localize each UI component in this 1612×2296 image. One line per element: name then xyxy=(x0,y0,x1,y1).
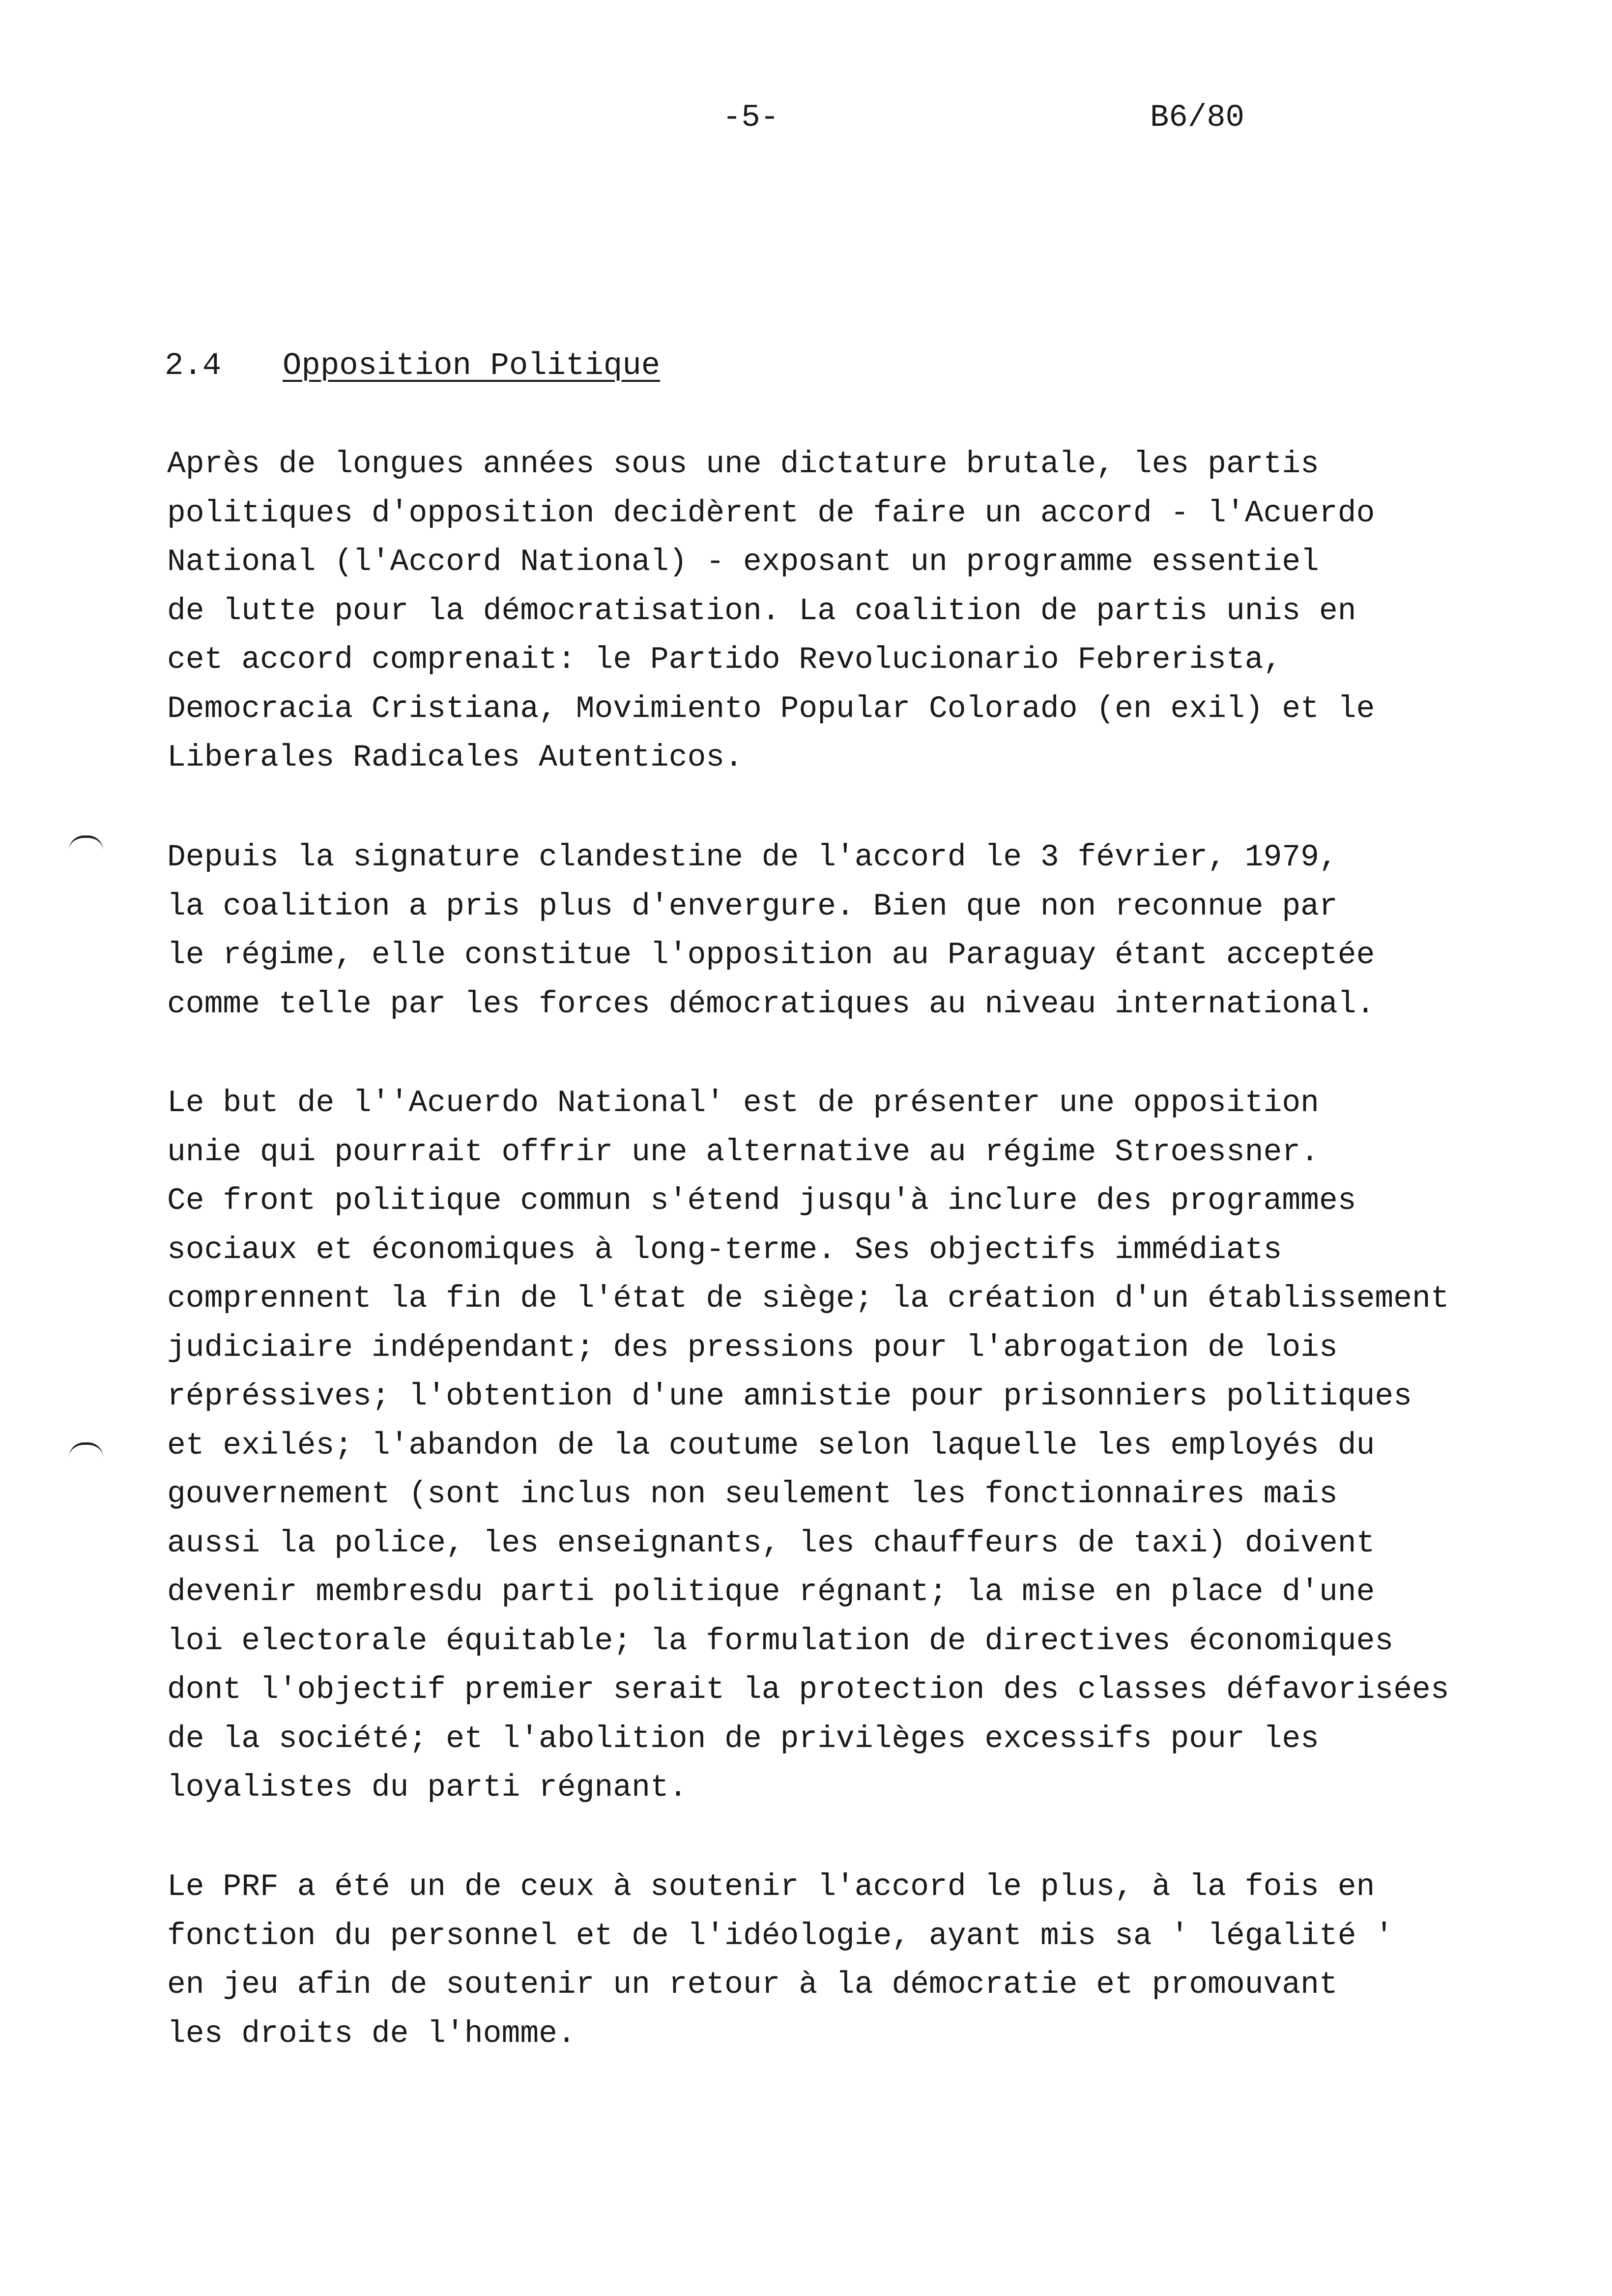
paragraph-line: Après de longues années sous une dictature brutale, les partis xyxy=(167,447,1319,482)
paragraph-line: Democracia Cristiana, Movimiento Popular Colorado (en exil) et le xyxy=(167,691,1375,726)
paragraph-line: loyalistes du parti régnant. xyxy=(167,1770,688,1805)
paragraph-line: et exilés; l'abandon de la coutume selon laquelle les employés du xyxy=(167,1428,1375,1463)
paragraph-line: comme telle par les forces démocratiques au niveau international. xyxy=(167,986,1375,1022)
paragraph-line: Ce front politique commun s'étend jusqu'à inclure des programmes xyxy=(167,1183,1356,1218)
paragraph-line: Le but de l''Acuerdo National' est de présenter une opposition xyxy=(167,1086,1319,1120)
paragraph xyxy=(167,440,1592,782)
paragraph xyxy=(167,1863,1592,2058)
document-reference: B6/80 xyxy=(1150,100,1245,136)
paragraph-line: fonction du personnel et de l'idéologie, ayant mis sa ' légalité ' xyxy=(167,1918,1394,1953)
paragraph xyxy=(167,833,1592,1029)
paragraph-line: sociaux et économiques à long-terme. Ses objectifs immédiats xyxy=(167,1232,1282,1267)
paragraph-line: Liberales Radicales Autenticos. xyxy=(167,740,743,775)
paragraph-line: devenir membresdu parti politique régnant; la mise en place d'une xyxy=(167,1575,1375,1609)
paragraph-line: de lutte pour la démocratisation. La coalition de partis unis en xyxy=(167,593,1356,629)
paragraph-line: dont l'objectif premier serait la protection des classes défavorisées xyxy=(167,1672,1449,1707)
paragraph-line: gouvernement (sont inclus non seulement les fonctionnaires mais xyxy=(167,1477,1338,1512)
section-heading xyxy=(165,346,660,386)
paragraph-line: loi electorale équitable; la formulation de directives économiques xyxy=(167,1623,1394,1659)
paragraph-line: aussi la police, les enseignants, les chauffeurs de taxi) doivent xyxy=(167,1525,1375,1561)
paragraph-line: cet accord comprenait: le Partido Revolucionario Febrerista, xyxy=(167,642,1282,677)
page-number: -5- xyxy=(722,100,779,136)
paragraph-line: répréssives; l'obtention d'une amnistie pour prisonniers politiques xyxy=(167,1379,1412,1414)
paragraph-line: National (l'Accord National) - exposant un programme essentiel xyxy=(167,545,1319,579)
paragraph-line: le régime, elle constitue l'opposition au Paraguay étant acceptée xyxy=(167,938,1375,973)
paragraph-line: judiciaire indépendant; des pressions pour l'abrogation de lois xyxy=(167,1330,1338,1365)
paragraph-line: comprennent la fin de l'état de siège; la création d'un établissement xyxy=(167,1281,1449,1316)
paragraph-line: la coalition a pris plus d'envergure. Bien que non reconnue par xyxy=(167,889,1338,924)
margin-mark xyxy=(69,1442,103,1458)
paragraph-line: en jeu afin de soutenir un retour à la démocratie et promouvant xyxy=(167,1967,1338,2002)
paragraph-line: Le PRF a été un de ceux à soutenir l'accord le plus, à la fois en xyxy=(167,1869,1375,1904)
paragraph-line: de la société; et l'abolition de privilèges excessifs pour les xyxy=(167,1721,1319,1756)
paragraph xyxy=(167,1079,1592,1812)
section-title: Opposition Politique xyxy=(283,348,661,384)
paragraph-line: politiques d'opposition decidèrent de faire un accord - l'Acuerdo xyxy=(167,495,1375,531)
margin-mark xyxy=(69,835,103,851)
section-number: 2.4 xyxy=(165,348,222,384)
paragraph-line: Depuis la signature clandestine de l'accord le 3 février, 1979, xyxy=(167,840,1338,875)
paragraph-line: unie qui pourrait offrir une alternative au régime Stroessner. xyxy=(167,1134,1319,1170)
paragraph-line: les droits de l'homme. xyxy=(167,2016,576,2051)
